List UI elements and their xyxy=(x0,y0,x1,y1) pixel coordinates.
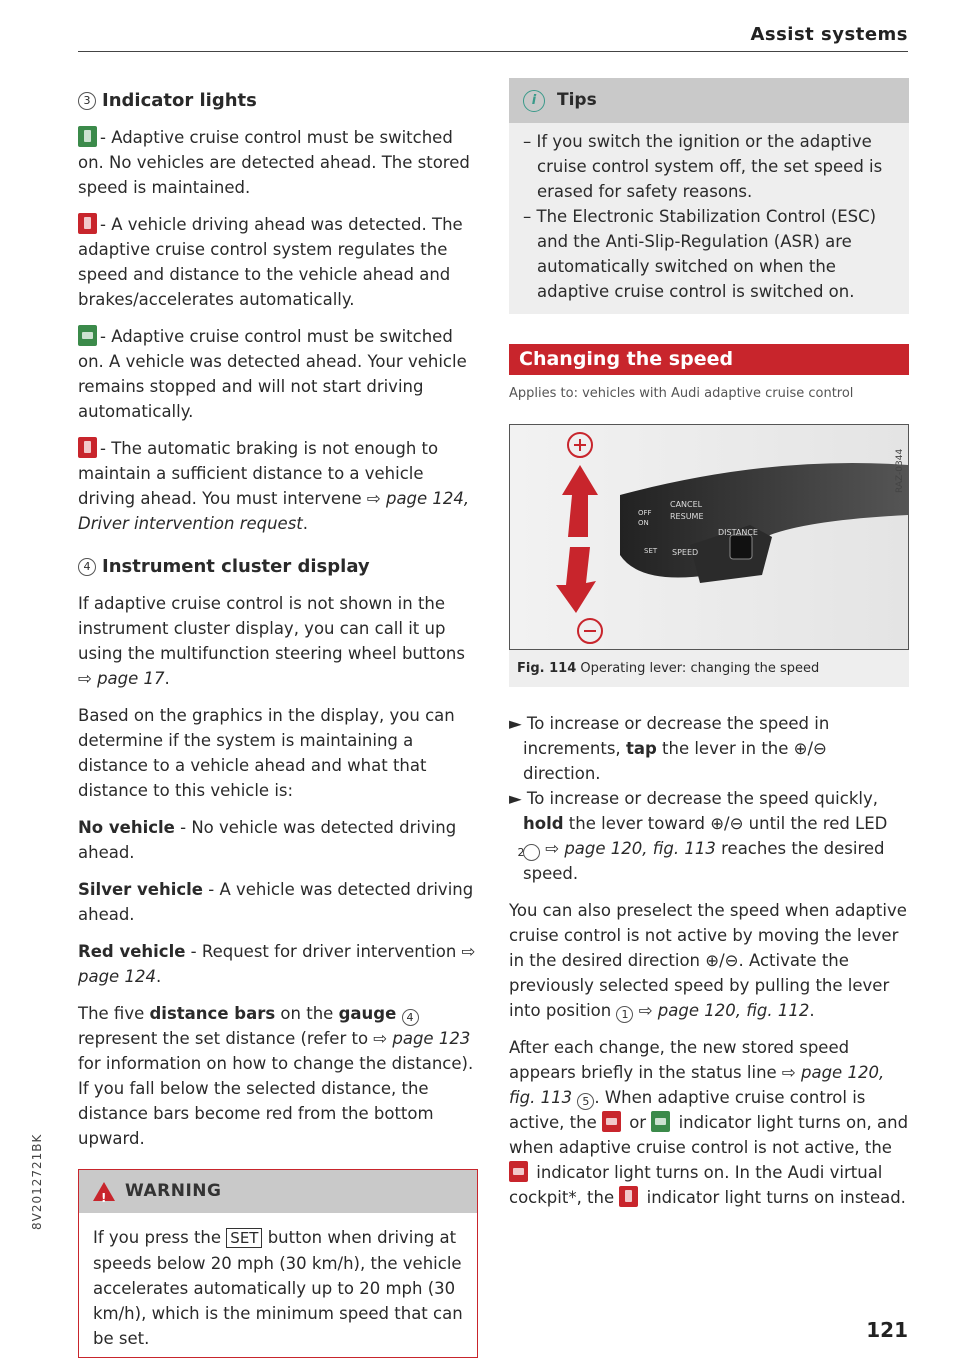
callout-number: 1 xyxy=(616,1006,633,1023)
instrument-cluster-heading xyxy=(78,554,478,579)
callout-number: 5 xyxy=(577,1093,594,1110)
tips-title: Tips xyxy=(557,90,597,110)
set-key-label: SET xyxy=(226,1228,262,1248)
distance-label: DISTANCE xyxy=(718,528,758,537)
indicator-item: - A vehicle driving ahead was detected. The adaptive cruise control system regulates the speed and distance to the vehicle ahead and brakes/accelerates automatically. xyxy=(78,215,463,309)
cross-reference-link[interactable]: ⇨ page 124, Driver intervention request xyxy=(78,489,470,533)
instruction-step: ► To increase or decrease the speed quickly, hold the lever toward ⊕/⊖ until the red LED 2 ⇨ page 120, fig. 113 reaches the desired speed. xyxy=(509,789,888,883)
right-column xyxy=(509,78,909,1222)
tips-box xyxy=(509,78,909,314)
section-title: Changing the speed xyxy=(509,344,909,375)
tips-body xyxy=(509,123,909,314)
off-label: OFF xyxy=(638,509,652,517)
acc-vehicle-green-indicator-icon xyxy=(78,325,97,346)
document-code: 8V2012721BK xyxy=(30,1133,44,1230)
warning-title: WARNING xyxy=(125,1181,222,1201)
acc-green-indicator-icon xyxy=(78,126,97,147)
tips-header xyxy=(509,78,909,123)
cross-reference-link[interactable]: ⇨ page 120, fig. 113 xyxy=(545,839,716,858)
paragraph: If adaptive cruise control is not shown in the instrument cluster display, you can call it up using the multifunction steering wheel buttons ⇨ page 17. xyxy=(78,594,465,688)
indicator-item: - Adaptive cruise control must be switched on. No vehicles are detected ahead. The stored speed is maintained. xyxy=(78,128,470,197)
heading-text: Instrument cluster display xyxy=(102,556,370,577)
warning-box xyxy=(78,1169,478,1358)
cross-reference-link[interactable]: ⇨ page 124 xyxy=(78,942,476,986)
cancel-label: CANCEL xyxy=(670,500,703,509)
warning-header xyxy=(79,1170,477,1213)
page-header-title: Assist systems xyxy=(750,24,908,45)
lever-illustration xyxy=(510,425,908,649)
left-column xyxy=(78,88,478,1358)
cross-reference-link[interactable]: ⇨ page 123 xyxy=(373,1029,471,1048)
cross-reference-link[interactable]: ⇨ page 120, fig. 113 xyxy=(509,1063,885,1107)
paragraph: Based on the graphics in the display, you can determine if the system is maintaining a distance to a vehicle ahead and what that distance to this vehicle is: xyxy=(78,706,455,800)
on-label: ON xyxy=(638,519,649,527)
header-rule xyxy=(78,51,908,52)
figure-114 xyxy=(509,424,909,650)
warning-body: If you press the SET button when driving at speeds below 20 mph (30 km/h), the vehicle accelerates automatically up to 20 mph (30 km/h), which is the minimum speed that can be set. xyxy=(93,1228,463,1348)
definition-item: Silver vehicle - A vehicle was detected driving ahead. xyxy=(78,880,474,924)
indicator-item: - The automatic braking is not enough to maintain a sufficient distance to a vehicle driving ahead. You must intervene ⇨ page 124, Driver intervention request. xyxy=(78,439,470,533)
callout-number: 2 xyxy=(523,844,540,861)
indicator-item: - Adaptive cruise control must be switched on. A vehicle was detected ahead. Your vehicle remains stopped and will not start driving automatically. xyxy=(78,327,467,421)
instruction-step: ► To increase or decrease the speed in increments, tap the lever in the ⊕/⊖ direction. xyxy=(509,714,830,783)
paragraph: The five distance bars on the gauge 4 represent the set distance (refer to ⇨ page 123 for information on how to change the distance). If you fall below the selected distance, the distance bars become red from the bottom upward. xyxy=(78,1004,474,1148)
paragraph: After each change, the new stored speed appears briefly in the status line ⇨ page 120, fig. 113 5 . When adaptive cruise control is active, the or indicator light turns on, and when adaptive cruise control is not active, the indicator light turns on. In the Audi virtual cockpit*, the indicator light turns on instead. xyxy=(509,1038,909,1207)
info-icon: i xyxy=(523,90,545,112)
callout-number: 3 xyxy=(78,92,96,110)
tips-item: – The Electronic Stabilization Control (ESC) and the Anti-Slip-Regulation (ASR) are automatically switched on when the adaptive cruise control is switched on. xyxy=(523,207,877,301)
paragraph: You can also preselect the speed when adaptive cruise control is not active by moving the lever in the desired direction ⊕/⊖. Activate the previously selected speed by pulling the lever into position 1 ⇨ page 120, fig. 112. xyxy=(509,901,907,1021)
cross-reference-link[interactable]: ⇨ page 120, fig. 112 xyxy=(638,1001,810,1020)
speed-label: SPEED xyxy=(672,548,699,557)
definition-item: No vehicle - No vehicle was detected driving ahead. xyxy=(78,818,457,862)
heading-text: Indicator lights xyxy=(102,90,257,111)
acc-active-green-indicator-icon xyxy=(651,1111,670,1132)
warning-triangle-icon: ! xyxy=(93,1182,115,1201)
callout-number: 4 xyxy=(78,558,96,576)
figure-code: RAZ-0344 xyxy=(895,448,905,493)
virtual-cockpit-indicator-icon xyxy=(619,1186,638,1207)
applies-to-note: Applies to: vehicles with Audi adaptive cruise control xyxy=(509,386,854,401)
acc-active-red-indicator-icon xyxy=(602,1111,621,1132)
acc-inactive-indicator-icon xyxy=(509,1161,528,1182)
set-label: SET xyxy=(644,547,658,555)
cross-reference-link[interactable]: ⇨ page 17 xyxy=(78,669,165,688)
indicator-lights-heading xyxy=(78,88,478,113)
figure-caption: Fig. 114 Operating lever: changing the speed xyxy=(509,650,909,687)
definition-item: Red vehicle - Request for driver intervention ⇨ page 124. xyxy=(78,942,476,986)
resume-label: RESUME xyxy=(670,512,704,521)
acc-red-indicator-icon xyxy=(78,213,97,234)
callout-number: 4 xyxy=(402,1009,419,1026)
distance-switch xyxy=(730,535,752,559)
page-number: 121 xyxy=(866,1318,908,1342)
acc-warning-red-indicator-icon xyxy=(78,437,97,458)
tips-item: – If you switch the ignition or the adaptive cruise control system off, the set speed is erased for safety reasons. xyxy=(523,132,883,201)
